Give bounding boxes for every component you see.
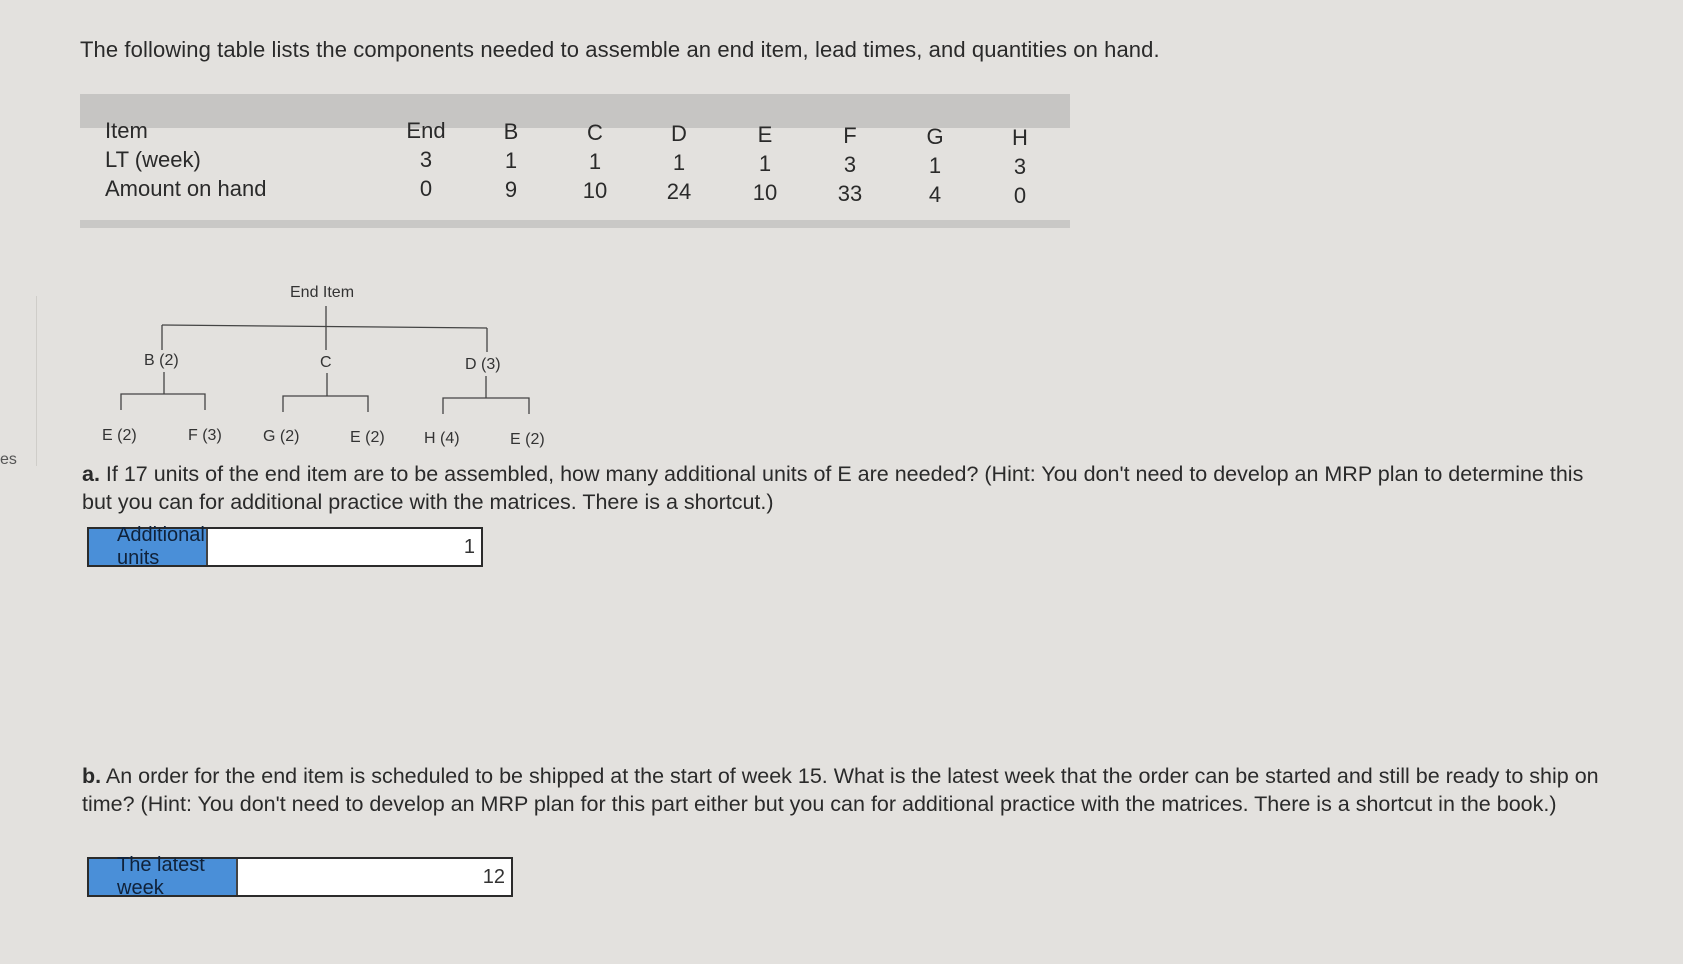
row-label-lt: LT (week) [105,147,201,172]
cell-lt-h: 3 [1013,154,1027,179]
cell-onhand-h: 0 [1013,183,1027,208]
cell-onhand-end: 0 [419,176,433,201]
node-d: D (3) [465,356,501,373]
row-label-item: Item [105,118,148,143]
cell-onhand-f: 33 [837,181,863,206]
cell-item-c: C [587,120,603,145]
node-e-under-d: E (2) [510,431,545,448]
cell-item-d: D [671,121,687,146]
node-c: C [320,354,332,371]
cell-item-f: F [843,123,857,148]
cell-lt-b: 1 [504,148,518,173]
cell-item-e: E [757,122,773,147]
question-a-marker: a. [82,462,100,486]
node-g: G (2) [263,428,300,445]
node-b: B (2) [144,352,179,369]
cell-onhand-c: 10 [582,178,608,203]
cell-item-end: End [406,118,446,143]
cell-onhand-d: 24 [666,179,692,204]
intro-text: The following table lists the components needed to assemble an end item, lead times, and quantities on hand. [80,37,1160,62]
cell-onhand-b: 9 [504,177,518,202]
node-e-under-b: E (2) [102,427,137,444]
node-e-under-c: E (2) [350,429,385,446]
cell-lt-end: 3 [419,147,433,172]
cell-onhand-e: 10 [752,180,778,205]
product-structure-tree [0,0,700,460]
cell-onhand-g: 4 [928,182,942,207]
node-h: H (4) [424,430,460,447]
cell-item-g: G [926,124,944,149]
cell-lt-e: 1 [758,151,772,176]
question-a-text: If 17 units of the end item are to be assembled, how many additional units of E are needed? (Hint: You don't need to develop an MRP plan to determine this but you can for additional practice with the matrices. There is a shortcut.) [82,462,1584,514]
question-a [82,460,1602,516]
cell-lt-f: 3 [843,152,857,177]
tree-connectors [0,0,700,460]
side-text-fragment: es [0,451,17,468]
question-b-text: An order for the end item is scheduled to be shipped at the start of week 15. What is the latest week that the order can be started and still be ready to ship on time? (Hint: You don't need to develop an MRP plan for this part either but you can for additional practice with the matrices. There is a shortcut in the book.) [82,764,1599,816]
cell-lt-g: 1 [928,153,942,178]
question-b [82,762,1602,818]
additional-units-input[interactable] [206,529,481,565]
cell-lt-c: 1 [588,149,602,174]
answer-a-label: Additional units [89,529,206,565]
latest-week-input[interactable] [236,859,511,895]
answer-row-a [87,524,483,569]
answer-row-b [87,854,513,899]
node-f: F (3) [188,427,222,444]
node-end-item: End Item [290,284,355,301]
row-label-on-hand: Amount on hand [105,176,267,201]
cell-item-h: H [1012,125,1028,150]
answer-b-label: The latest week [89,859,236,895]
cell-lt-d: 1 [672,150,686,175]
cell-item-b: B [503,119,519,144]
question-b-marker: b. [82,764,102,788]
